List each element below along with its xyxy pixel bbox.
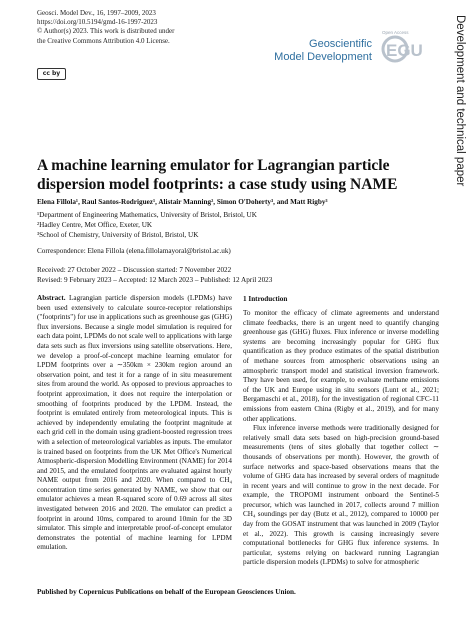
- affiliations: [37, 211, 257, 240]
- abstract-label: Abstract.: [37, 294, 66, 302]
- cc-license-badge[interactable]: cc by: [37, 68, 66, 80]
- journal-name-line1: Geoscientific: [309, 38, 372, 50]
- paper-title: A machine learning emulator for Lagrangian particle dispersion model footprints: a case study using NAME: [37, 157, 398, 193]
- affiliation-2: ²Hadley Centre, Met Office, Exeter, UK: [37, 220, 153, 229]
- abstract: [37, 294, 232, 553]
- copyright-line: © Author(s) 2023. This work is distributed under: [37, 27, 175, 36]
- intro-paragraph-2: Flux inference inverse methods were traditionally designed for relatively small data sets based on high-precision ground-based measurements (tens of sites globally that together collect ∼ thousands of observations per month). However, the growth of surface networks and space-based observations means that the volume of GHG data has increased by several orders of magnitude in recent years and will continue to grow in the next decade. For example, the TROPOMI instrument onboard the Sentinel-5 precursor, which was launched in 2017, collects around 7 million CH₄ soundings per day (Butz et al., 2012), compared to 10000 per day from the GOSAT instrument that was launched in 2009 (Taylor et al., 2022). This growth is causing increasingly severe computational bottlenecks for GHG flux inference systems. In particular, systems relying on backward running Lagrangian particle dispersion models (LPDMs) to solve for atmospheric: [243, 424, 439, 567]
- abstract-text: Lagrangian particle dispersion models (LPDMs) have been used extensively to calculate source-receptor relationships ("footprints") for use in applications such as greenhouse gas (GHG) flux inversions. Because a single model simulation is required for each data point, LPDMs do not scale well to applications with large data sets such as flux inversions using satellite observations. Here, we develop a proof-of-concept machine learning emulator for LPDM footprints over a ∼350km × 230km region around an observation point, and test it for a range of in situ measurement sites from around the world. As opposed to previous approaches to footprint approximation, it does not require the interpolation or smoothing of footprints produced by the LPDM. Instead, the footprint is emulated entirely from meteorological inputs. This is achieved by independently emulating the footprint magnitude at each grid cell in the domain using gradient-boosted regression trees with a selection of meteorological variables as inputs. The emulator is trained based on footprints from the UK Met Office's Numerical Atmospheric-dispersion Modelling Environment (NAME) for 2014 and 2015, and the emulated footprints are evaluated against hourly NAME output from 2016 and 2020. When compared to CH₄ concentration time series generated by NAME, we show that our emulator achieves a mean R-squared score of 0.69 across all sites investigated between 2016 and 2020. The emulator can predict a footprint in around 10ms, compared to around 10min for the 3D simulator. This simple and interpretable proof-of-concept emulator demonstrates the potential of machine learning for LPDM emulation.: [37, 294, 232, 552]
- citation-line: Geosci. Model Dev., 16, 1997–2009, 2023: [37, 9, 156, 17]
- revised-line: Revised: 9 February 2023 – Accepted: 12 March 2023 – Published: 12 April 2023: [37, 275, 273, 284]
- intro-paragraph-1: To monitor the efficacy of climate agreements and understand climate feedbacks, there is an urgent need to quantify changing greenhouse gas (GHG) fluxes. Flux inference or inverse modelling systems are becoming increasingly popular for GHG flux quantification as they produce estimates of the spatial distribution of methane sources from atmospheric observations using an atmospheric transport model and statistical inversion framework. They have been used, for example, to evaluate methane emissions of the UK and Europe using in situ sensors (Lunt et al., 2021; Bergamaschi et al., 2018), for the investigation of regional CFC-11 emissions from eastern China (Rigby et al., 2019), and for many other applications.: [243, 309, 439, 423]
- affiliation-3: ³School of Chemistry, University of Bristol, Bristol, UK: [37, 230, 199, 239]
- license-line: the Creative Commons Attribution 4.0 License.: [37, 36, 170, 45]
- doi-link[interactable]: https://doi.org/10.5194/gmd-16-1997-2023: [37, 18, 158, 27]
- correspondence: Correspondence: Elena Fillola (elena.fillolamayoral@bristol.ac.uk): [37, 247, 231, 255]
- author-list: Elena Fillola¹, Raul Santos-Rodriguez¹, Alistair Manning², Simon O'Doherty³, and Matt Rigby³: [37, 198, 328, 206]
- journal-citation-block: [37, 9, 174, 46]
- paper-type-sidebar: [452, 15, 468, 605]
- received-line: Received: 27 October 2022 – Discussion started: 7 November 2022: [37, 266, 232, 274]
- journal-name: [274, 38, 372, 64]
- journal-name-line2: Model Development: [274, 51, 372, 63]
- publication-dates: [37, 266, 272, 286]
- egu-logo: [380, 28, 434, 68]
- paper-type-label: Development and technical paper: [454, 15, 466, 187]
- egu-logo-text: EGU: [386, 41, 423, 60]
- open-access-label: Open Access: [382, 30, 409, 35]
- introduction-body: [243, 309, 439, 568]
- publisher-footer: Published by Copernicus Publications on behalf of the European Geosciences Union.: [37, 588, 296, 596]
- affiliation-1: ¹Department of Engineering Mathematics, University of Bristol, Bristol, UK: [37, 211, 257, 219]
- section-heading-introduction: 1 Introduction: [243, 295, 288, 303]
